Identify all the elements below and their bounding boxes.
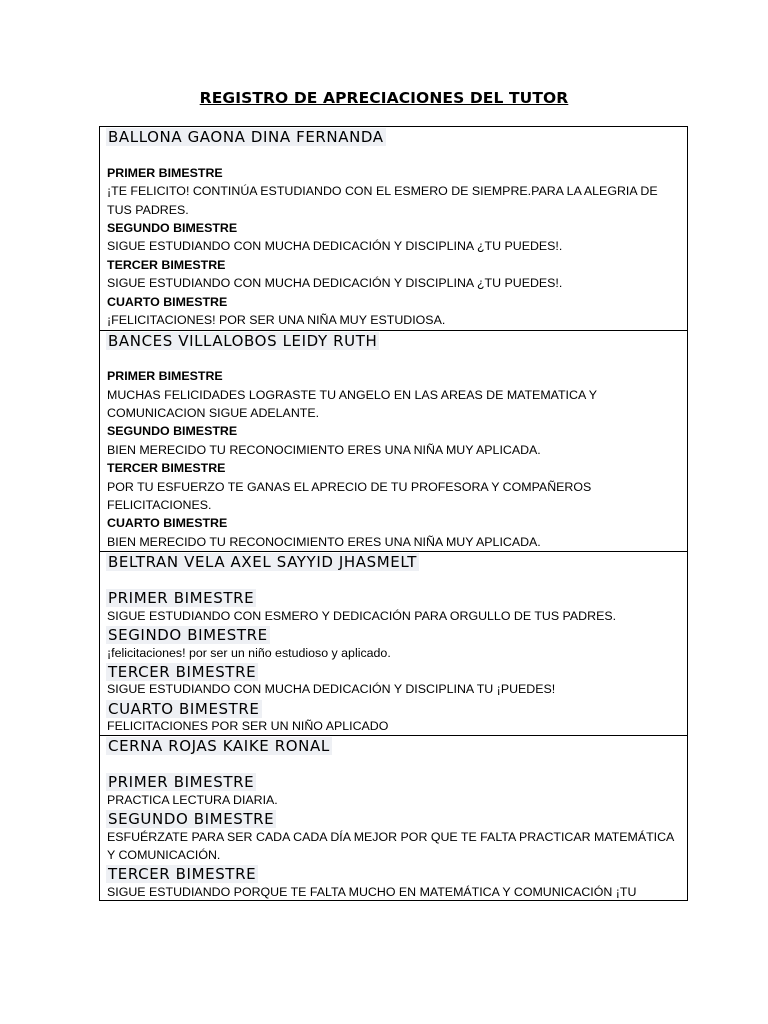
period-label: SEGUNDO BIMESTRE (108, 810, 275, 828)
period-label: TERCER BIMESTRE (108, 663, 257, 681)
student-name: CERNA ROJAS KAIKE RONAL (108, 737, 330, 755)
student-row (100, 551, 687, 735)
comment-line: SIGUE ESTUDIANDO CON ESMERO Y DEDICACIÓN PARA ORGULLO DE TUS PADRES. (107, 609, 617, 623)
student-name: BELTRAN VELA AXEL SAYYID JHASMELT (108, 553, 418, 571)
period-label: PRIMER BIMESTRE (108, 773, 255, 791)
comment-line: ¡felicitaciones! por ser un niño estudioso y aplicado. (107, 646, 391, 660)
comment-line: SIGUE ESTUDIANDO CON MUCHA DEDICACIÓN Y DISCIPLINA ¿TU PUEDES!. (107, 276, 563, 290)
period-label: PRIMER BIMESTRE (108, 589, 255, 607)
comment-line: SIGUE ESTUDIANDO PORQUE TE FALTA MUCHO EN MATEMÁTICA Y COMUNICACIÓN ¡TU (107, 885, 637, 899)
student-name: BALLONA GAONA DINA FERNANDA (108, 128, 384, 146)
period-label: CUARTO BIMESTRE (108, 700, 260, 718)
student-row (100, 330, 687, 551)
comment-line: TUS PADRES. (107, 203, 189, 217)
period-label: TERCER BIMESTRE (107, 461, 226, 475)
comment-line: ESFUÉRZATE PARA SER CADA CADA DÍA MEJOR POR QUE TE FALTA PRACTICAR MATEMÁTICA (107, 830, 675, 844)
period-label: TERCER BIMESTRE (107, 258, 226, 272)
comment-line: BIEN MERECIDO TU RECONOCIMIENTO ERES UNA NIÑA MUY APLICADA. (107, 443, 541, 457)
student-row (100, 127, 687, 330)
comment-line: FELICITACIONES POR SER UN NIÑO APLICADO (107, 719, 389, 733)
period-label: PRIMER BIMESTRE (107, 369, 223, 383)
period-label: CUARTO BIMESTRE (107, 516, 228, 530)
student-name: BANCES VILLALOBOS LEIDY RUTH (108, 332, 378, 350)
appraisal-table (99, 126, 688, 901)
student-row (100, 735, 687, 900)
period-label: SEGUNDO BIMESTRE (107, 424, 238, 438)
comment-line: FELICITACIONES. (107, 498, 212, 512)
comment-line: SIGUE ESTUDIANDO CON MUCHA DEDICACIÓN Y DISCIPLINA TU ¡PUEDES! (107, 682, 556, 696)
comment-line: SIGUE ESTUDIANDO CON MUCHA DEDICACIÓN Y DISCIPLINA ¿TU PUEDES!. (107, 239, 563, 253)
period-label: SEGUNDO BIMESTRE (107, 221, 238, 235)
page-title: REGISTRO DE APRECIACIONES DEL TUTOR (199, 89, 569, 107)
comment-line: POR TU ESFUERZO TE GANAS EL APRECIO DE TU PROFESORA Y COMPAÑEROS (107, 480, 592, 494)
comment-line: PRACTICA LECTURA DIARIA. (107, 793, 278, 807)
period-label: PRIMER BIMESTRE (107, 166, 223, 180)
comment-line: COMUNICACION SIGUE ADELANTE. (107, 406, 320, 420)
comment-line: ¡FELICITACIONES! POR SER UNA NIÑA MUY ESTUDIOSA. (107, 313, 446, 327)
period-label: SEGINDO BIMESTRE (108, 626, 268, 644)
comment-line: BIEN MERECIDO TU RECONOCIMIENTO ERES UNA NIÑA MUY APLICADA. (107, 535, 541, 549)
comment-line: Y COMUNICACIÓN. (107, 848, 221, 862)
comment-line: MUCHAS FELICIDADES LOGRASTE TU ANGELO EN LAS AREAS DE MATEMATICA Y (107, 388, 598, 402)
period-label: CUARTO BIMESTRE (107, 295, 228, 309)
comment-line: ¡TE FELICITO! CONTINÚA ESTUDIANDO CON EL ESMERO DE SIEMPRE.PARA LA ALEGRIA DE (107, 184, 658, 198)
period-label: TERCER BIMESTRE (108, 865, 257, 883)
